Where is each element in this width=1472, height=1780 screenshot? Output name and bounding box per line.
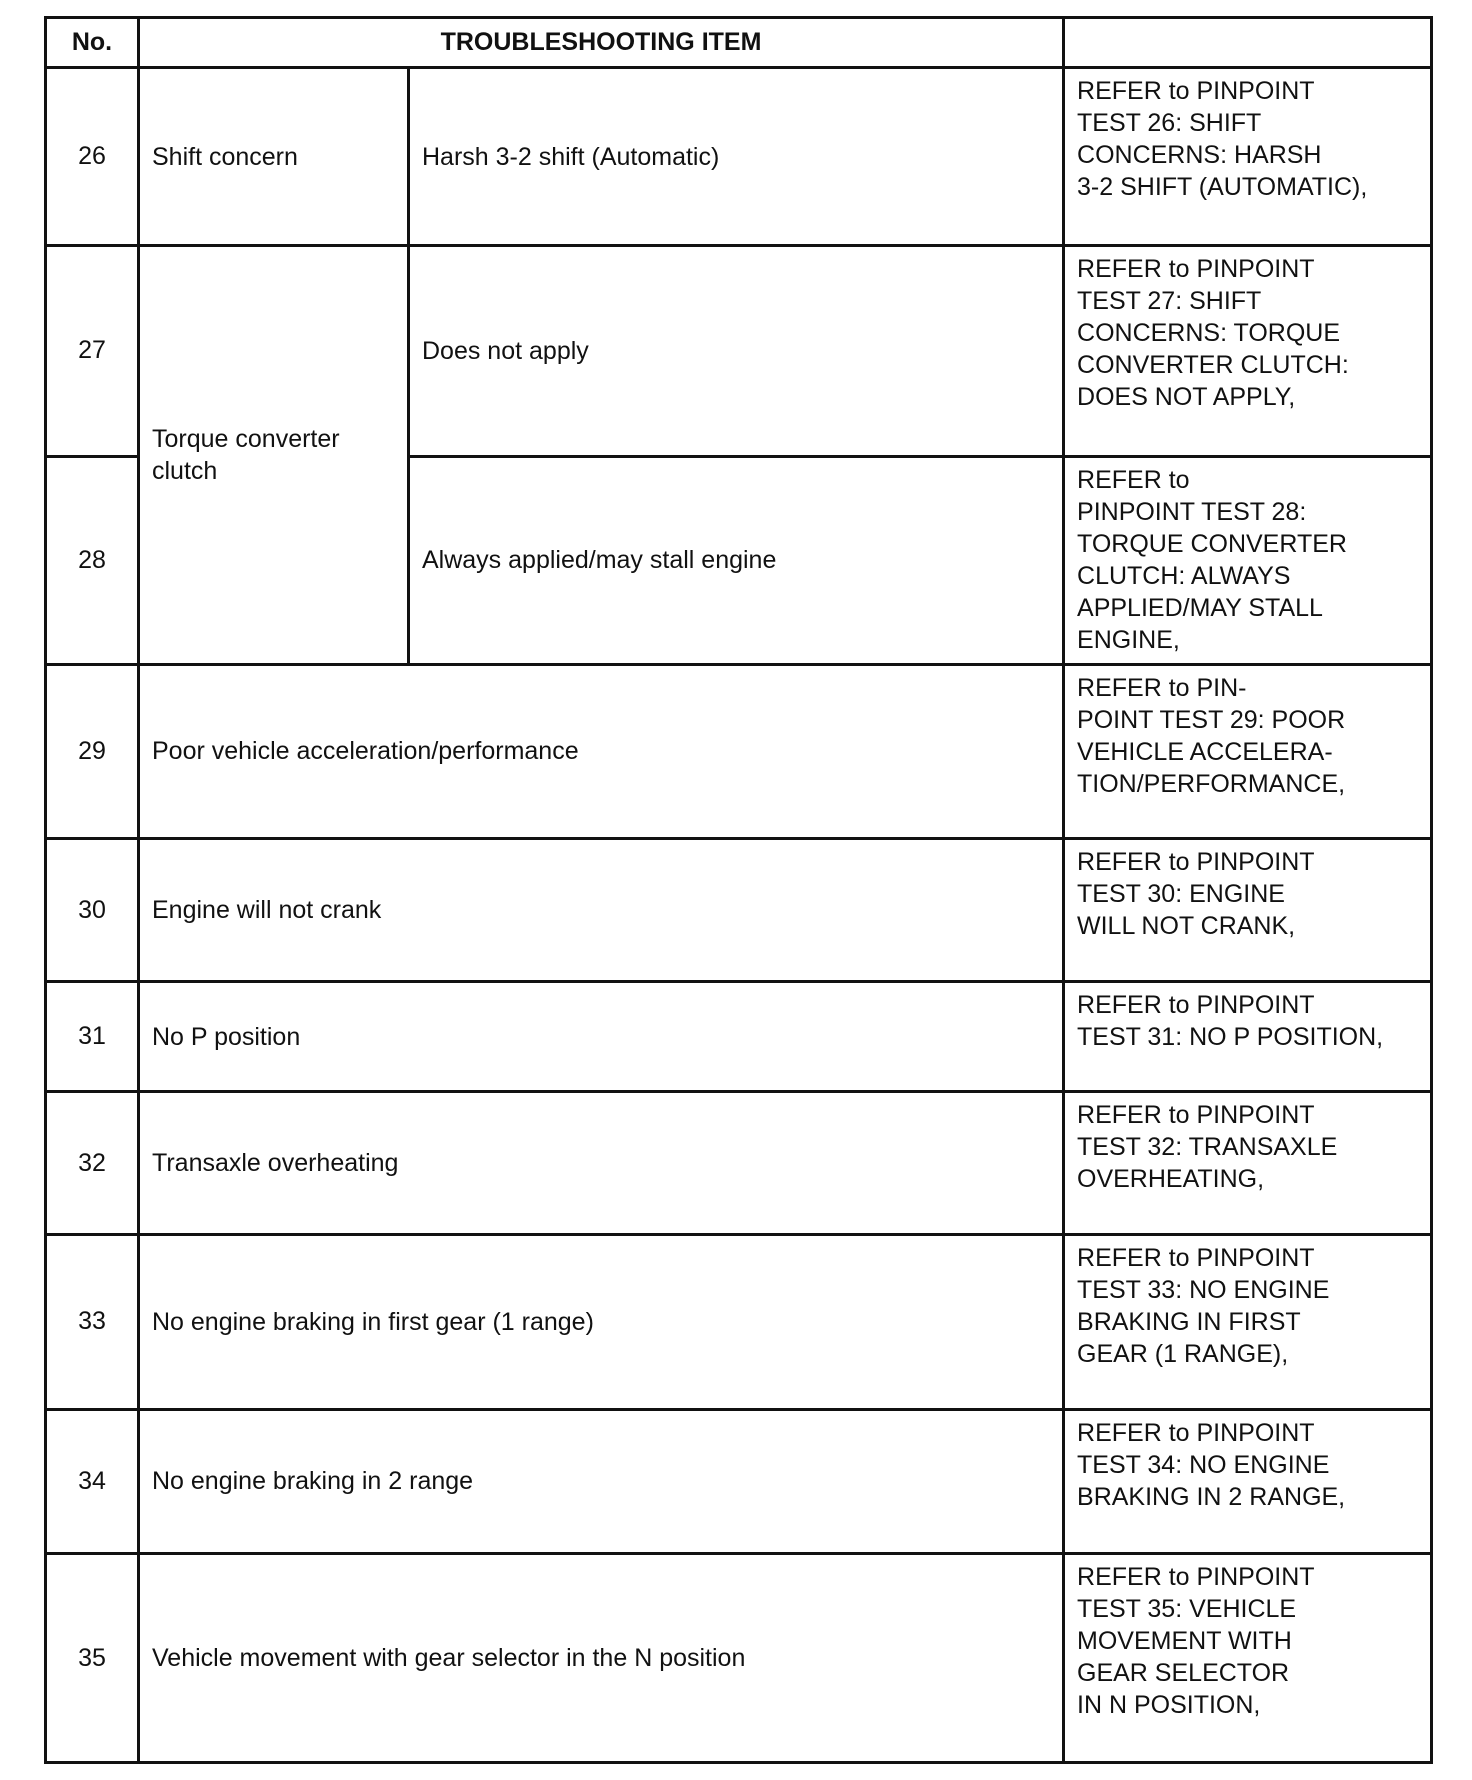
row-number: 31 [46, 981, 139, 1091]
reference-line: CONCERNS: HARSH [1077, 141, 1322, 170]
row-number: 34 [46, 1409, 139, 1554]
reference-line: TEST 27: SHIFT [1077, 286, 1262, 315]
reference-line: DOES NOT APPLY, [1077, 382, 1296, 411]
reference-line: VEHICLE ACCELERA- [1077, 737, 1333, 766]
reference-line: 3-2 SHIFT (AUTOMATIC), [1077, 173, 1368, 202]
reference-line: TEST 26: SHIFT [1077, 109, 1262, 138]
reference-cell [1064, 456, 1432, 664]
reference-cell [1064, 981, 1432, 1091]
reference-line: GEAR SELECTOR [1077, 1659, 1290, 1688]
reference-line: APPLIED/MAY STALL [1077, 593, 1323, 622]
item-subcategory: Does not apply [409, 245, 1064, 456]
reference-line: TEST 31: NO P POSITION, [1077, 1022, 1384, 1051]
row-number: 29 [46, 664, 139, 839]
reference-line: POINT TEST 29: POOR [1077, 705, 1346, 734]
item-description: Vehicle movement with gear selector in the N position [139, 1554, 1064, 1763]
reference-line: GEAR (1 RANGE), [1077, 1339, 1289, 1368]
item-subcategory: Harsh 3-2 shift (Automatic) [409, 68, 1064, 246]
reference-cell [1064, 664, 1432, 839]
item-description: Transaxle overheating [139, 1092, 1064, 1235]
reference-cell [1064, 245, 1432, 456]
reference-cell [1064, 1234, 1432, 1409]
reference-line: TEST 35: VEHICLE [1077, 1595, 1297, 1624]
table-row [46, 981, 1432, 1091]
reference-cell [1064, 68, 1432, 246]
item-subcategory: Always applied/may stall engine [409, 456, 1064, 664]
reference-line: REFER to PINPOINT [1077, 848, 1315, 877]
reference-cell [1064, 1092, 1432, 1235]
reference-line: BRAKING IN FIRST [1077, 1307, 1301, 1336]
header-reference [1064, 18, 1432, 68]
reference-line: PINPOINT TEST 28: [1077, 497, 1307, 526]
table-row [46, 664, 1432, 839]
row-number: 30 [46, 839, 139, 982]
reference-line: BRAKING IN 2 RANGE, [1077, 1482, 1346, 1511]
table-row [46, 245, 1432, 456]
reference-line: TORQUE CONVERTER [1077, 529, 1347, 558]
row-number: 35 [46, 1554, 139, 1763]
reference-line: REFER to PINPOINT [1077, 77, 1315, 106]
reference-line: TEST 34: NO ENGINE [1077, 1450, 1330, 1479]
reference-line: REFER to PINPOINT [1077, 254, 1315, 283]
table-row [46, 839, 1432, 982]
reference-cell [1064, 839, 1432, 982]
reference-cell [1064, 1409, 1432, 1554]
reference-line: REFER to PINPOINT [1077, 1563, 1315, 1592]
row-number: 33 [46, 1234, 139, 1409]
item-category: Torque converter clutch [139, 245, 409, 664]
reference-line: REFER to PINPOINT [1077, 1243, 1315, 1272]
reference-line: TION/PERFORMANCE, [1077, 769, 1346, 798]
reference-line: CONVERTER CLUTCH: [1077, 350, 1349, 379]
item-description: No P position [139, 981, 1064, 1091]
reference-line: REFER to PINPOINT [1077, 990, 1315, 1019]
reference-line: REFER to [1077, 465, 1190, 494]
row-number: 27 [46, 245, 139, 456]
reference-line: REFER to PIN- [1077, 673, 1247, 702]
item-category: Shift concern [139, 68, 409, 246]
item-description: Engine will not crank [139, 839, 1064, 982]
reference-line: IN N POSITION, [1077, 1691, 1261, 1720]
reference-line: CLUTCH: ALWAYS [1077, 561, 1291, 590]
header-row [46, 18, 1432, 68]
table-row [46, 1409, 1432, 1554]
item-description: No engine braking in first gear (1 range) [139, 1234, 1064, 1409]
item-description: Poor vehicle acceleration/performance [139, 664, 1064, 839]
reference-line: TEST 30: ENGINE [1077, 880, 1285, 909]
reference-line: TEST 32: TRANSAXLE [1077, 1133, 1338, 1162]
header-no: No. [46, 18, 139, 68]
troubleshooting-table [44, 16, 1433, 1764]
item-description: No engine braking in 2 range [139, 1409, 1064, 1554]
reference-line: REFER to PINPOINT [1077, 1101, 1315, 1130]
reference-line: CONCERNS: TORQUE [1077, 318, 1341, 347]
table-row [46, 68, 1432, 246]
reference-line: REFER to PINPOINT [1077, 1418, 1315, 1447]
reference-line: MOVEMENT WITH [1077, 1627, 1292, 1656]
table-row [46, 1092, 1432, 1235]
reference-cell [1064, 1554, 1432, 1763]
reference-line: TEST 33: NO ENGINE [1077, 1275, 1330, 1304]
table-row [46, 1554, 1432, 1763]
reference-line: ENGINE, [1077, 625, 1180, 654]
reference-line: OVERHEATING, [1077, 1165, 1265, 1194]
reference-line: WILL NOT CRANK, [1077, 912, 1296, 941]
row-number: 28 [46, 456, 139, 664]
row-number: 26 [46, 68, 139, 246]
header-troubleshooting-item: TROUBLESHOOTING ITEM [139, 18, 1064, 68]
row-number: 32 [46, 1092, 139, 1235]
table-row [46, 1234, 1432, 1409]
